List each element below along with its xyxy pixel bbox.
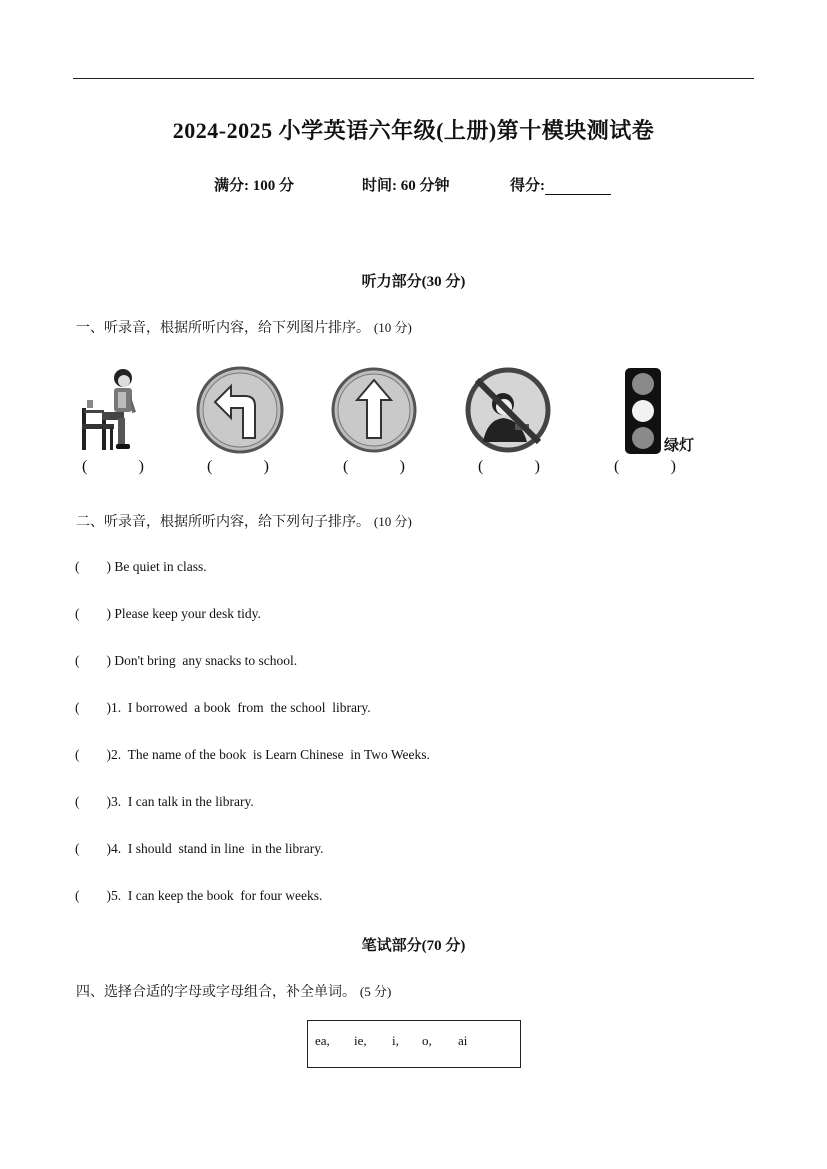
sentence-line: ( )5. I can keep the book for four weeks. bbox=[75, 888, 323, 903]
letter-option: ie, bbox=[354, 1033, 367, 1048]
question-2-title bbox=[76, 511, 412, 531]
answer-paren-4[interactable]: ( ) bbox=[478, 458, 540, 475]
sentence-line: ( ) Please keep your desk tidy. bbox=[75, 606, 261, 621]
sentence-line: ( )3. I can talk in the library. bbox=[75, 794, 254, 809]
go-straight-sign-icon bbox=[331, 366, 421, 454]
sentence-line: ( )2. The name of the book is Learn Chinese in Two Weeks. bbox=[75, 747, 430, 762]
answer-paren-2[interactable]: ( ) bbox=[207, 458, 269, 475]
no-eating-sign-icon bbox=[465, 366, 555, 454]
exam-time: 时间: 60 分钟 bbox=[362, 178, 450, 194]
sentence-line: ( ) Be quiet in class. bbox=[75, 559, 207, 574]
question-2-text: 二、听录音，根据所听内容，给下列句子排序。 bbox=[76, 513, 370, 529]
sentence-line: ( )1. I borrowed a book from the school library. bbox=[75, 700, 371, 715]
question-1-points: (10 分) bbox=[373, 320, 412, 335]
score-label: 得分: bbox=[510, 178, 545, 194]
answer-paren-1[interactable]: ( ) bbox=[82, 458, 144, 475]
letter-option: ai bbox=[458, 1033, 468, 1048]
letter-option: o, bbox=[422, 1033, 432, 1048]
letter-option: ea, bbox=[315, 1033, 330, 1048]
answer-paren-5[interactable]: ( ) bbox=[614, 458, 676, 475]
header-rule bbox=[73, 78, 754, 79]
boy-sitting-chair-icon bbox=[78, 366, 168, 454]
writing-section-title: 笔试部分(70 分) bbox=[361, 938, 466, 954]
score-blank[interactable] bbox=[545, 178, 611, 195]
listening-section-title: 听力部分(30 分) bbox=[361, 274, 466, 290]
turn-left-sign-icon bbox=[195, 366, 285, 454]
question-2-points: (10 分) bbox=[373, 514, 412, 529]
question-1-title bbox=[76, 317, 412, 337]
question-4-points: (5 分) bbox=[359, 984, 392, 999]
answer-paren-3[interactable]: ( ) bbox=[343, 458, 405, 475]
page-title: 2024-2025 小学英语六年级(上册)第十模块测试卷 bbox=[172, 118, 655, 143]
letter-options-box bbox=[307, 1020, 521, 1068]
question-1-text: 一、听录音，根据所听内容，给下列图片排序。 bbox=[76, 319, 370, 335]
question-4-text: 四、选择合适的字母或字母组合，补全单词。 bbox=[76, 983, 356, 999]
letter-option: i, bbox=[392, 1033, 399, 1048]
score-field bbox=[510, 174, 611, 195]
sentence-line: ( ) Don't bring any snacks to school. bbox=[75, 653, 298, 668]
full-marks: 满分: 100 分 bbox=[214, 178, 294, 194]
sentence-line: ( )4. I should stand in line in the library. bbox=[75, 841, 324, 856]
question-4-title bbox=[76, 981, 391, 1001]
traffic-light-caption: 绿灯 bbox=[664, 436, 695, 454]
